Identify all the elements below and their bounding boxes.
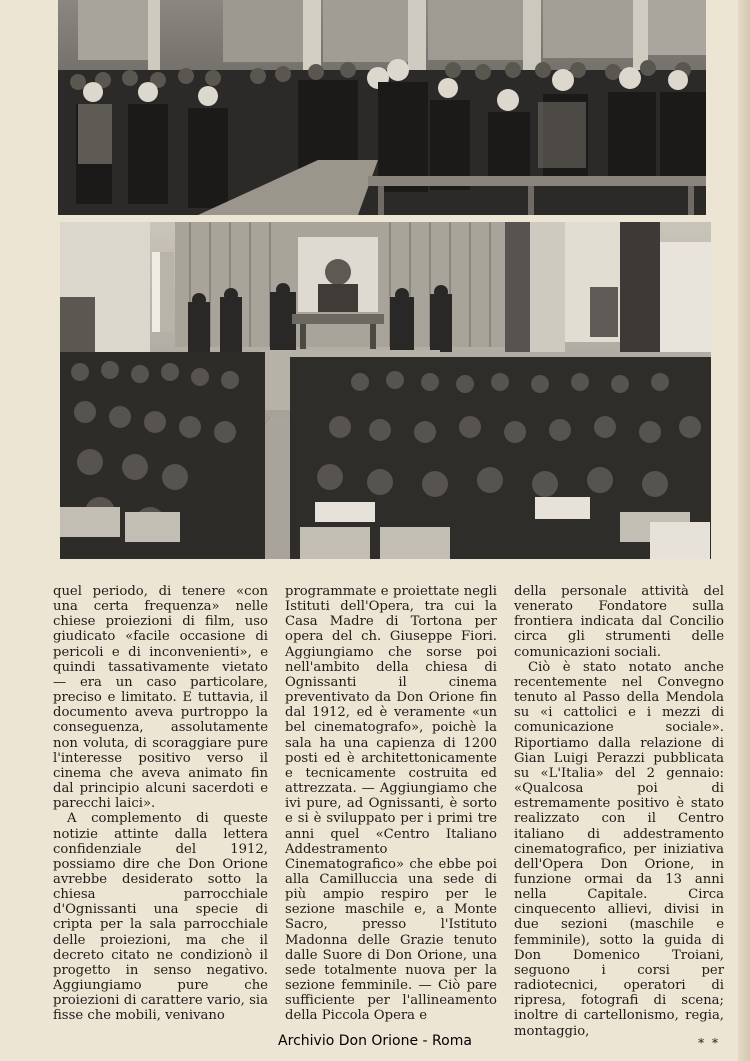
text-column-2 (285, 584, 497, 1024)
text-column-1 (53, 584, 268, 1024)
column-1-paragraph-1: quel periodo, di tenere «con una certa frequenza» nelle chiese proiezioni di film, uso giudicato «facile occasione di pericoli e di inconvenienti», e quindi tassativamente vietato — era un caso particolare, preciso e limitato. E tuttavia, il documento aveva purtroppo la conseguenza, assolutamente non voluta, di scoraggiare pure l'interesse positivo verso il cinema che aveva animato fin dal principio alcuni sacerdoti e parecchi laici». (53, 584, 268, 812)
column-2-paragraph-1: programmate e proiettate negli Istituti dell'Opera, tra cui la Casa Madre di Tortona per opera del ch. Giuseppe Fiori. Aggiungiamo che sorse poi nell'ambito della chiesa di Ognissanti il cinema preventivato da Don Orione fin dal 1912, ed è veramente «un bel cinematografo», poichè la sala ha una capienza di 1200 posti ed è architettonicamente e tecnicamente costruita ed attrezzata. — Aggiungiamo che ivi pure, ad Ognissanti, è sorto e si è sviluppato per i primi tre anni quel «Centro Italiano Addestramento Cinematografico» che ebbe poi alla Camilluccia una sede di più ampio respiro per le sezione maschile e, a Monte Sacro, presso l'Istituto Madonna delle Grazie tenuto dalle Suore di Don Orione, una sede totalmente nuova per la sezione femminile. — Ciò pare sufficiente per l'allineamento della Piccola Opera e (285, 584, 497, 1024)
column-3-paragraph-2: Ciò è stato notato anche recentemente nel Convegno tenuto al Passo della Mendola su «i cattolici e i mezzi di comunicazione sociale». Riportiamo dalla relazione di Gian Luigi Perazzi pubblicata su «L'Italia» del 2 gennaio: «Qualcosa poi di estremamente positivo è stato realizzato con il Centro italiano di addestramento cinematografico, per iniziativa dell'Opera Don Orione, in funzione ormai da 13 anni nella Capitale. Circa cinquecento allievi, divisi in due sezioni (maschile e femminile), sotto la guida di Don Domenico Troiani, seguono i corsi per radiotecnici, operatori di ripresa, fotografi di scena; inoltre di cartellonismo, regia, montaggio, (514, 659, 724, 1039)
photo-top (58, 0, 706, 215)
column-3-paragraph-1: della personale attività del venerato Fondatore sulla frontiera indicata dal Concilio circa gli strumenti delle comunicazioni sociali. (514, 584, 724, 660)
end-mark: * * (698, 1035, 720, 1050)
archive-label: Archivio Don Orione - Roma (278, 1033, 472, 1049)
photo-students-standing-image (58, 0, 706, 215)
photo-auditorium-image (60, 222, 711, 559)
photo-bottom (60, 222, 711, 559)
text-column-3 (514, 584, 724, 1050)
page-edge (738, 0, 750, 1061)
column-1-paragraph-2: A complemento di queste notizie attinte dalla lettera confidenziale del 1912, possiamo dire che Don Orione avrebbe desiderato sotto la chiesa parrocchiale d'Ognissanti una specie di cripta per la sala parrocchiale delle proiezioni, ma che il decreto citato ne condizionò il progetto in senso negativo. Aggiungiamo pure che proiezioni di carattere vario, sia fisse che mobili, venivano (53, 811, 268, 1024)
